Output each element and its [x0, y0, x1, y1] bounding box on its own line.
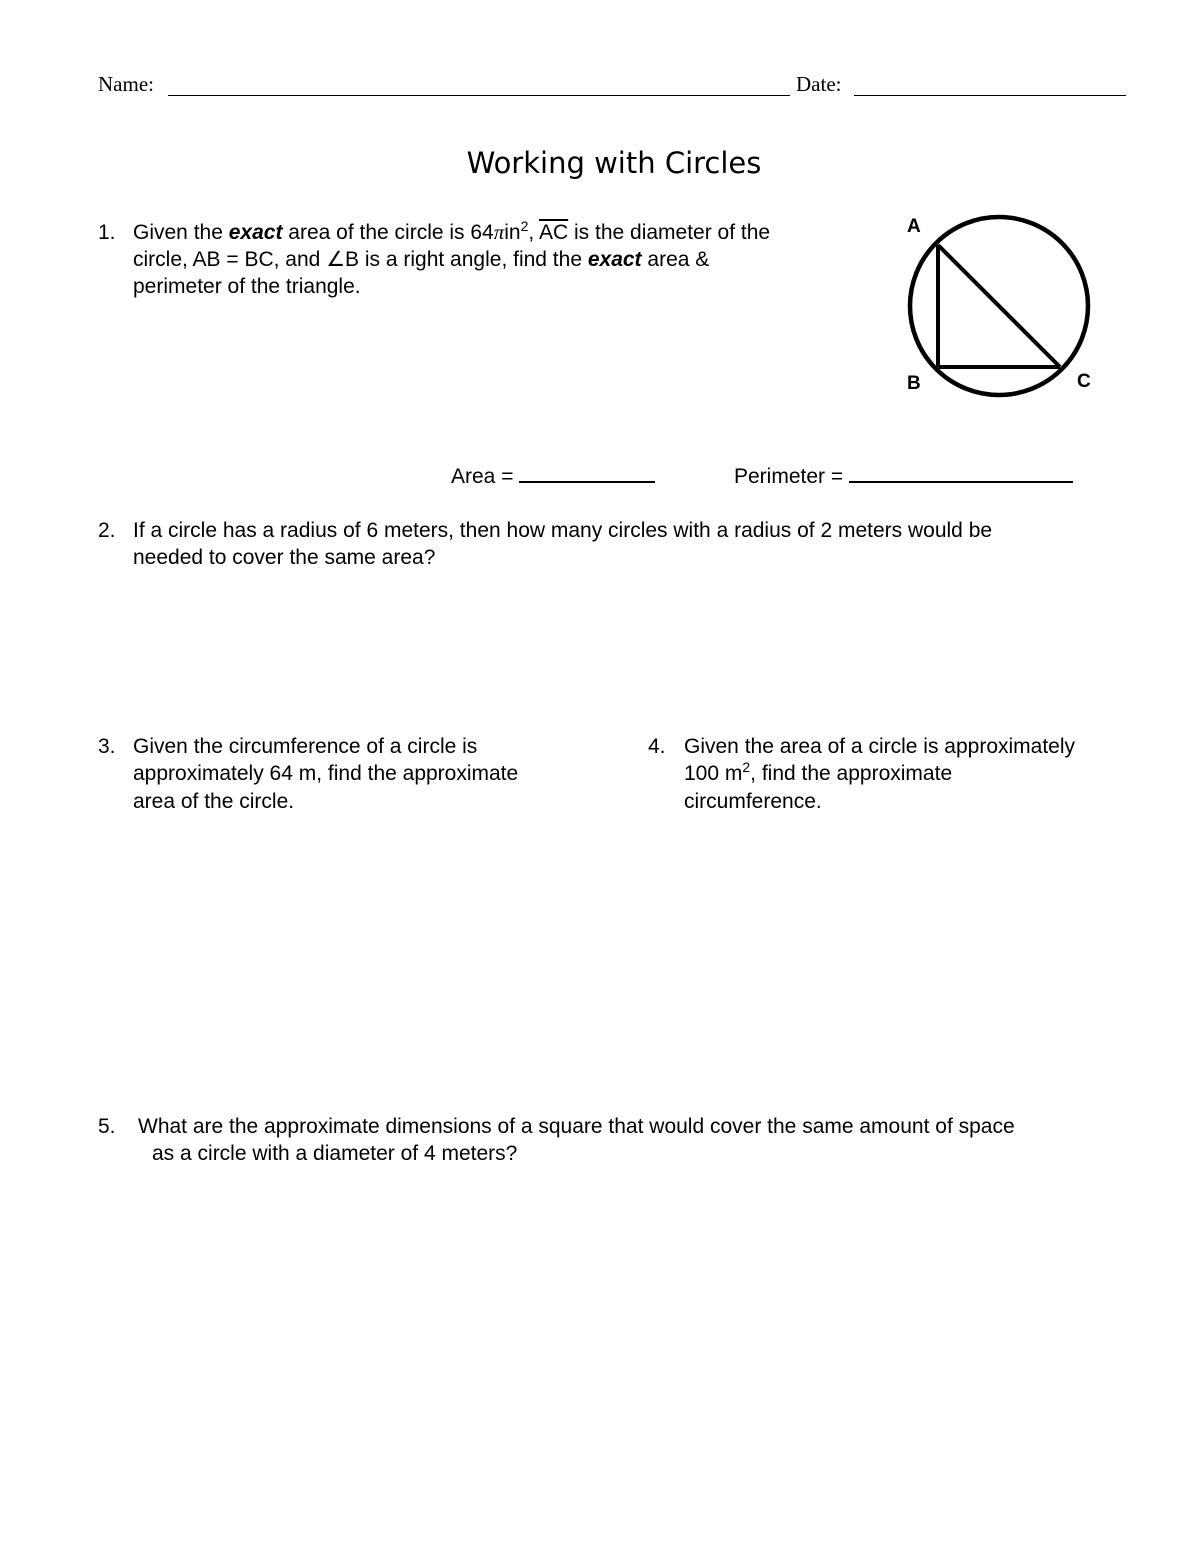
perimeter-answer [734, 463, 1073, 490]
q1-emphasis-exact: exact [587, 248, 642, 271]
perimeter-label: Perimeter = [734, 465, 844, 488]
perimeter-answer-line[interactable] [849, 467, 1073, 483]
q5-number: 5. [98, 1115, 116, 1138]
q3-line-2: approximately 64 m, find the approximate [133, 762, 519, 785]
q1-text: area of the circle is 64 [288, 221, 494, 244]
label-b: B [907, 373, 921, 394]
q4-superscript: 2 [742, 759, 751, 775]
date-field-line[interactable] [854, 78, 1126, 96]
angle-symbol: ∠ [326, 248, 346, 271]
q2-line-2: needed to cover the same area? [133, 546, 436, 569]
q1-text: is the diameter of the [573, 221, 771, 244]
label-c: C [1077, 371, 1091, 392]
q1-number: 1. [98, 221, 116, 244]
q3-line-3: area of the circle. [133, 790, 295, 813]
q1-text: , [528, 221, 535, 244]
q4-line-3: circumference. [684, 790, 822, 813]
pi-symbol: π [493, 220, 505, 244]
area-answer-line[interactable] [519, 467, 655, 483]
q2-line-1: If a circle has a radius of 6 meters, then how many circles with a radius of 2 meters would be [133, 519, 993, 542]
q4-number: 4. [648, 735, 666, 758]
q1-text: circle, AB = BC, and [133, 248, 321, 271]
q2-number: 2. [98, 519, 116, 542]
q1-superscript: 2 [520, 218, 529, 234]
q5-line-2: as a circle with a diameter of 4 meters? [152, 1142, 518, 1165]
q4-text: , find the approximate [750, 762, 953, 785]
area-label: Area = [451, 465, 514, 488]
q4-line-1: Given the area of a circle is approximately [684, 735, 1076, 758]
q1-line-1 [133, 219, 770, 246]
q5-line-1: What are the approximate dimensions of a square that would cover the same amount of space [138, 1115, 1015, 1138]
circle-triangle-diagram [890, 205, 1110, 405]
page-title: Working with Circles [466, 146, 762, 180]
q1-line-3: perimeter of the triangle. [133, 275, 361, 298]
q3-number: 3. [98, 735, 116, 758]
area-answer [451, 463, 655, 490]
name-label: Name: [98, 72, 154, 96]
name-field-line[interactable] [168, 78, 790, 96]
q4-line-2 [684, 760, 952, 787]
q1-text: B is a right angle, find the [345, 248, 582, 271]
q1-text: Given the [133, 221, 223, 244]
q4-text: 100 m [684, 762, 743, 785]
q3-line-1: Given the circumference of a circle is [133, 735, 478, 758]
q1-unit: in [504, 221, 521, 244]
q1-emphasis-exact: exact [228, 221, 283, 244]
date-label: Date: [796, 72, 842, 96]
q1-text: area & [647, 248, 710, 271]
segment-ac: $\overline{AC}$ [538, 221, 569, 244]
label-a: A [907, 216, 921, 237]
q1-line-2 [133, 246, 709, 273]
diameter-ac [938, 245, 1060, 367]
